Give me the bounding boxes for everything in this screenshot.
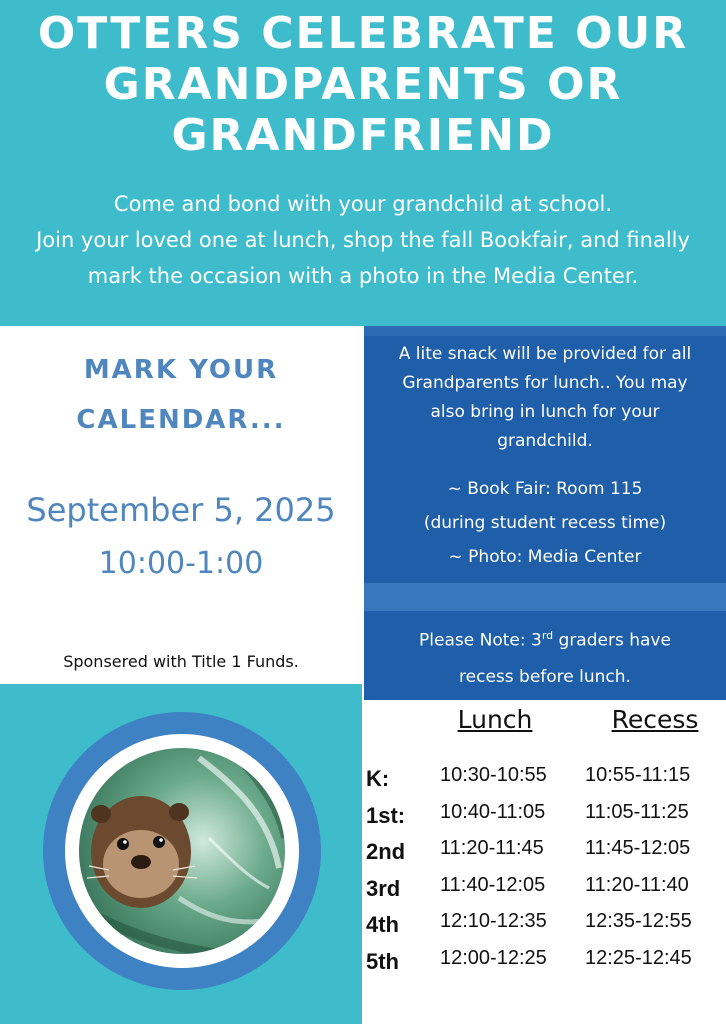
grade-label: 1st: [366,802,406,828]
schedule-table [366,762,722,981]
lunch-time: 12:10-12:35 [440,910,547,932]
schedule-row [366,799,722,836]
otter-illustration [79,748,285,954]
subtitle-line: Join your loved one at lunch, shop the fall Bookfair, and finally [36,228,690,252]
flyer-title [0,8,726,161]
recess-time: 12:25-12:45 [585,946,692,969]
lunch-time: 11:40-12:05 [440,873,546,896]
calendar-heading-line: MARK YOUR [83,355,279,385]
recess-time: 11:20-11:40 [585,873,689,896]
lunch-time: 11:20-11:45 [440,837,544,859]
note-prefix: Please Note: 3 [419,630,542,651]
calendar-heading-line: CALENDAR... [76,405,286,435]
snack-info-line: A lite snack will be provided for all [398,344,692,364]
schedule-row [366,908,722,945]
note-line-2: recess before lunch. [459,666,631,687]
lunch-time: 10:40-11:05 [440,800,546,823]
grade-label: 2nd [366,839,406,864]
recess-column-header: Recess [611,705,699,734]
schedule-row [366,872,722,909]
location-line: ~ Photo: Media Center [448,547,642,567]
lunch-column-header: Lunch [457,705,533,734]
snack-info [372,340,718,456]
schedule-row [366,835,722,872]
recess-time: 12:35-12:55 [585,910,692,932]
grade-label: K: [366,766,390,791]
schedule-row [366,762,722,799]
grade-label: 3rd [366,875,401,901]
title-line: OTTERS CELEBRATE OUR [37,8,689,59]
snack-info-line: Grandparents for lunch.. You may [402,373,688,393]
grade-label: 5th [366,948,399,974]
sponsor-note: Sponsered with Title 1 Funds. [63,652,299,671]
flyer-subtitle [10,186,716,294]
subtitle-line: mark the occasion with a photo in the Media Center. [87,264,639,288]
snack-info-line: also bring in lunch for your [430,402,660,422]
recess-time: 11:45-12:05 [585,837,691,859]
lunch-time: 10:30-10:55 [440,764,547,786]
title-line: GRANDPARENTS OR [103,59,623,110]
location-list [370,472,720,574]
location-line: (during student recess time) [423,513,667,533]
schedule-row [366,945,722,982]
lunch-time: 12:00-12:25 [440,946,547,969]
location-line: ~ Book Fair: Room 115 [447,479,643,499]
note-suffix: graders have [553,630,671,651]
recess-time: 11:05-11:25 [585,800,689,823]
event-time: 10:00-1:00 [98,546,264,581]
subtitle-line: Come and bond with your grandchild at school. [113,192,613,216]
title-line: GRANDFRIEND [171,110,555,161]
info-panel-divider [364,583,726,611]
otter-photo [79,748,285,954]
event-date: September 5, 2025 [26,491,336,529]
recess-time: 10:55-11:15 [585,764,691,786]
snack-info-line: grandchild. [497,431,593,451]
note-ordinal: rd [541,629,554,642]
calendar-heading [0,345,362,445]
third-grade-note [370,618,720,695]
grade-label: 4th [366,912,399,937]
info-panel-band [364,326,726,336]
note-line-1 [370,618,720,659]
